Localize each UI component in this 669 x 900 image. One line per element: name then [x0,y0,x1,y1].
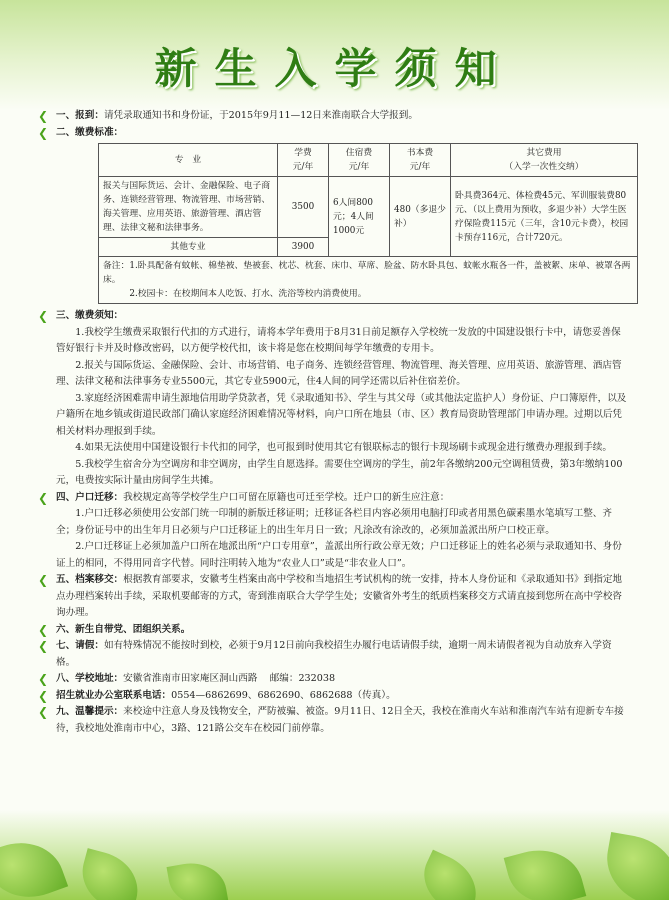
chevron-left-icon: ❮ [38,573,49,587]
contact-phones: 0554—6862699、6862690、6862688（传真）。 [171,689,396,701]
col-header-tuition: 学费 元/年 [278,144,329,177]
section-leave [38,638,628,671]
section-heading: 三、缴费须知： [56,310,124,321]
section-heading: 四、户口迁移： [56,491,124,503]
paragraph: 5.我校学生宿舍分为空调房和非空调房，由学生自愿选择。需要住空调房的学生，前2年各缴纳200元空调租赁费，第3年缴纳100元，电费按实际计量由房间学生共摊。 [56,458,623,486]
chevron-left-icon: ❮ [38,639,49,653]
cell-other: 卧具费364元、体检费45元、军训服装费80元、（以上费用为预收，多退少补）大学生医疗保险费115元（三年，含10元卡费），校园卡预存116元，合计720元。 [451,177,638,257]
paragraph: 2.户口迁移证上必须加盖户口所在地派出所“户口专用章”，盖派出所行政公章无效；户口迁移证上的姓名必须与录取通知书、身份证上的相同，不得用同音字代替。同时注明转入地为“农业人口”或是“非农业人口”。 [56,541,622,569]
leaf-decoration [600,832,669,900]
chevron-left-icon: ❮ [38,672,49,686]
section-text: 来校途中注意人身及钱物安全，严防被骗、被盗。9月11日、12日全天，我校在淮南火车站和淮南汽车站有迎新专车接待，我校地处淮南市中心，3路、121路公交车在校园门前停靠。 [56,706,624,734]
paragraph: 4.如果无法使用中国建设银行卡代扣的同学，也可报到时使用其它有银联标志的银行卡现场刷卡或现金进行缴费办理报到手续。 [75,442,612,453]
leaf-decoration [167,858,229,900]
section-party-relations [38,622,628,639]
note-line: 备注：1.卧具配备有蚊帐、棉垫被、垫被套、枕芯、枕套、床巾、草席、脸盆、防水卧具包、蚊帐水瓶各一件，盖被絮、床单、被罩各两床。 [103,261,631,285]
section-heading: 五、档案移交： [56,574,124,585]
postcode: 邮编：232038 [269,673,336,684]
section-registration [38,108,628,125]
cell-major: 其他专业 [99,238,278,257]
section-payment [38,308,628,490]
chevron-left-icon: ❮ [38,688,49,703]
leaf-decoration [413,850,488,900]
chevron-left-icon: ❮ [38,705,49,719]
section-tips [38,704,628,737]
section-hukou [38,490,628,573]
section-heading: 九、温馨提示： [56,706,124,717]
section-heading: 一、报到： [56,110,104,121]
section-text: 如有特殊情况不能按时到校，必须于9月12日前向我校招生办履行电话请假手续，逾期一周未请假者视为自动放弃入学资格。 [56,640,612,668]
paragraph: 1.户口迁移必须使用公安部门统一印制的新版迁移证明；迁移证各栏目内容必须用电脑打印或者用黑色碳素墨水笔填写工整、齐全；身份证号中的出生年月日必须与户口迁移证上的出生年月日一致；凡涂改有涂改的，必须加盖派出所户口校正章。 [56,508,612,536]
cell-accommodation: 6人间800元；4人间1000元 [329,177,390,257]
cell-tuition: 3500 [278,177,329,238]
chevron-left-icon: ❮ [38,109,49,123]
col-header-major: 专 业 [99,144,278,177]
chevron-left-icon: ❮ [38,309,49,323]
school-address: 安徽省淮南市田家庵区洞山西路 [123,673,258,684]
section-archive [38,572,628,622]
table-note-row [99,257,638,304]
col-header-accommodation: 住宿费 元/年 [329,144,390,177]
paragraph: 3.家庭经济困难需申请生源地信用助学贷款者，凭《录取通知书》、学生与其父母（或其他法定监护人）身份证、户口簿原件，以及户籍所在地乡镇或街道民政部门确认家庭经济困难情况等材料，向户口所在地县（市、区）教育局资助管理部门申请办理。过期以后凭相关材料办理报到手续。 [56,392,627,437]
leaf-decoration [74,848,145,900]
footer-leaves-background [0,810,669,900]
cell-books: 480（多退少补） [390,177,451,257]
section-heading: 七、请假： [56,640,104,651]
table-header-row [99,144,638,177]
page-title: 新生入学须知 [154,44,515,93]
cell-major: 报关与国际货运、会计、金融保险、电子商务、连锁经营管理、物流管理、市场营销、海关管理、应用英语、旅游管理、酒店管理、法律文秘和法律事务。 [99,177,278,238]
col-header-books: 书本费 元/年 [390,144,451,177]
section-heading: 二、缴费标准： [56,126,124,138]
leaf-decoration [0,830,68,900]
section-heading: 八、学校地址： [56,673,124,684]
section-contact [38,688,628,705]
chevron-left-icon: ❮ [38,125,49,140]
section-text: 我校规定高等学校学生户口可留在原籍也可迁至学校。迁户口的新生应注意： [123,491,450,503]
table-row [99,177,638,238]
section-heading: 六、新生自带党、团组织关系。 [56,623,191,635]
paragraph: 1.我校学生缴费采取银行代扣的方式进行，请将本学年费用于8月31日前足额存入学校统一发放的中国建设银行卡中，请您妥善保管好银行卡并及时修改密码，以方便学校代扣，该卡将是您在校期间每学年缴费的专用卡。 [56,326,621,354]
leaf-decoration [504,840,587,900]
contact-label: 招生就业办公室联系电话： [56,689,172,701]
col-header-other: 其它费用 （入学一次性交纳） [451,144,638,177]
section-text: 请凭录取通知书和身份证，于2015年9月11—12日来淮南联合大学报到。 [103,110,418,121]
chevron-left-icon: ❮ [38,622,49,637]
paragraph: 2.报关与国际货运、金融保险、会计、市场营销、电子商务、连锁经营管理、物流管理、海关管理、应用英语、旅游管理、酒店管理、法律文秘和法律事务专业5500元，其它专业5900元，住4人间的同学还需以后补住宿差价。 [56,359,622,387]
table-note [99,257,638,304]
note-line: 2.校园卡：在校期间本人吃饭、打水、洗浴等校内消费使用。 [129,289,367,299]
cell-tuition: 3900 [278,238,329,257]
notice-content [38,108,631,737]
section-fees [38,125,628,142]
chevron-left-icon: ❮ [38,490,49,505]
section-address [38,671,628,688]
fee-table [98,143,638,304]
section-text: 根据教育部要求，安徽考生档案由高中学校和当地招生考试机构的统一安排，持本人身份证和《录取通知书》到指定地点办理档案转出手续，采取机要邮寄的方式，寄到淮南联合大学学生处；安徽省外考生的纸质档案移交方式请直接到您所在高中学校咨询办理。 [56,574,623,618]
